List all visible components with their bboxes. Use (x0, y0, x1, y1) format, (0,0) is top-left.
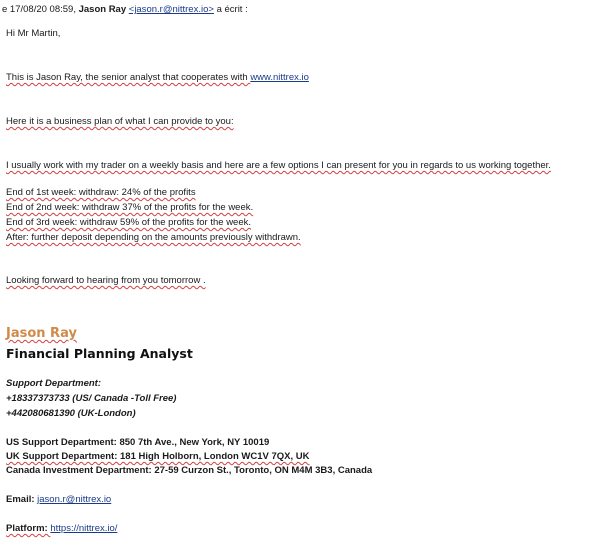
platform-link[interactable]: https://nittrex.io/ (50, 523, 118, 534)
plan-item: After: further deposit depending on the amounts previously withdrawn. (6, 232, 301, 243)
signature-name: Jason Ray (6, 326, 77, 341)
intro-text: This is Jason Ray, the senior analyst that cooperates with (6, 72, 251, 83)
header-prefix: e 17/08/20 08:59, (2, 4, 79, 15)
platform-label: Platform: (6, 523, 51, 534)
signature-title: Financial Planning Analyst (6, 346, 193, 361)
header-suffix: a écrit : (213, 4, 248, 15)
plan-item: End of 3rd week: withdraw 59% of the profits for the week. (6, 217, 252, 228)
support-heading: Support Department: (6, 378, 101, 389)
email-label: Email: (6, 494, 38, 505)
address-us: US Support Department: 850 7th Ave., New York, NY 10019 (6, 437, 270, 448)
plan-item: End of 1st week: withdraw: 24% of the profits (6, 187, 196, 198)
options-line: I usually work with my trader on a weekly basis and here are a few options I can present for you in regards to us working together. (6, 160, 551, 171)
email-line (6, 494, 111, 506)
email-header (2, 4, 248, 16)
address-uk: UK Support Department: 181 High Holborn, London WC1V 7QX, UK (6, 451, 310, 462)
website-link[interactable]: www.nittrex.io (250, 72, 309, 83)
platform-line (6, 523, 117, 535)
intro-line (6, 72, 309, 84)
phone-uk: +442080681390 (UK-London) (6, 408, 136, 419)
address-canada: Canada Investment Department: 27-59 Curzon St., Toronto, ON M4M 3B3, Canada (6, 465, 373, 476)
phone-us-canada: +18337373733 (US/ Canada -Toll Free) (6, 393, 177, 404)
sender-name: Jason Ray (78, 4, 127, 15)
plan-item: End of 2nd week: withdraw 37% of the profits for the week. (6, 202, 254, 213)
greeting: Hi Mr Martin, (6, 28, 61, 39)
email-link[interactable]: jason.r@nittrex.io (37, 494, 112, 505)
business-plan-line: Here it is a business plan of what I can provide to you: (6, 116, 234, 127)
sender-email-link[interactable]: <jason.r@nittrex.io> (128, 4, 214, 15)
closing-line: Looking forward to hearing from you tomorrow . (6, 275, 206, 286)
